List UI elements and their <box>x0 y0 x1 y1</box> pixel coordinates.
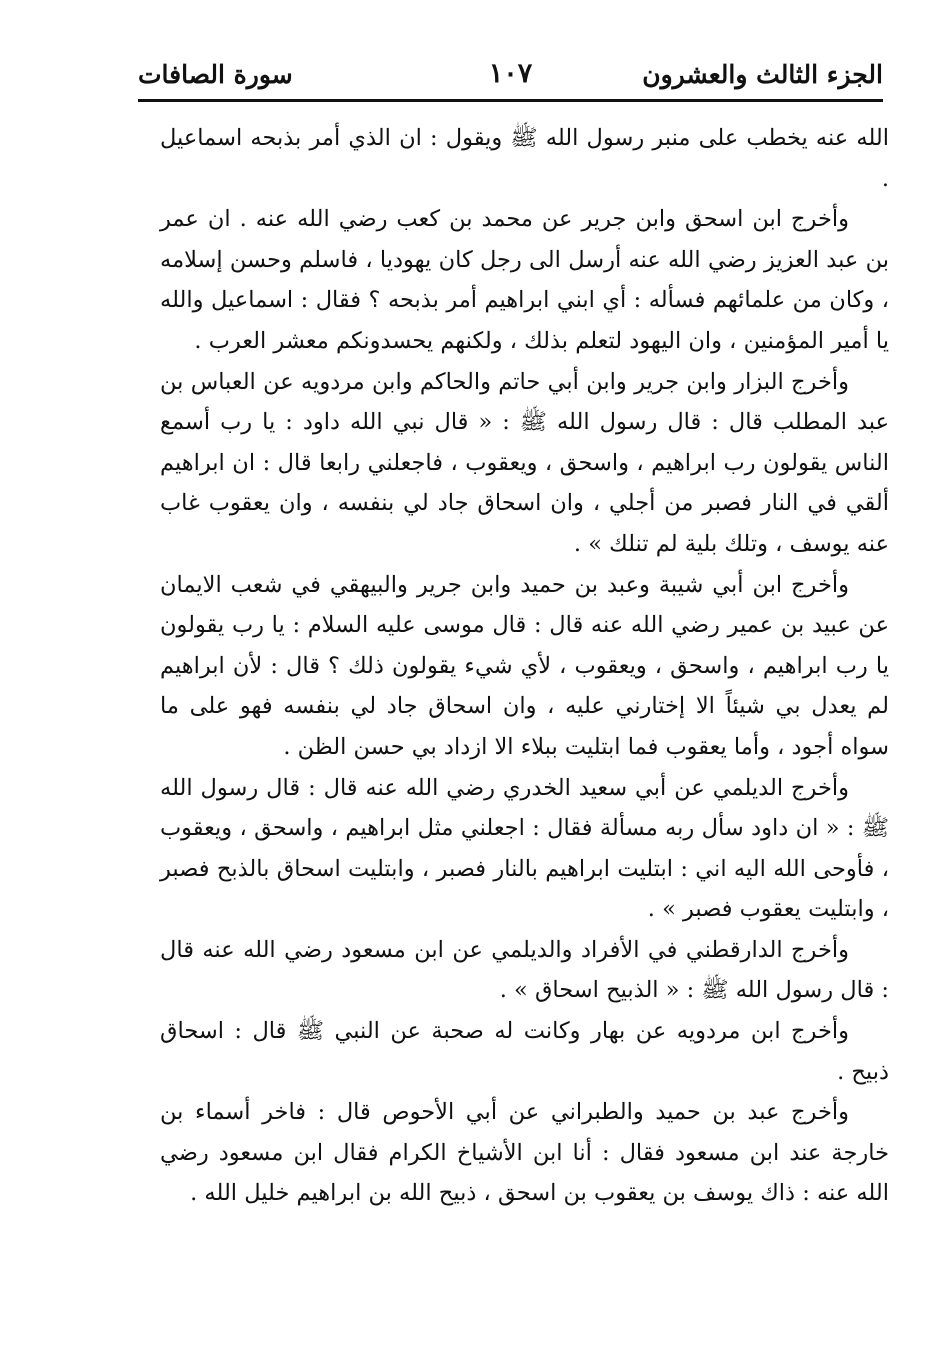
page-body <box>160 118 889 1214</box>
paragraph: وأخرج الديلمي عن أبي سعيد الخدري رضي الله عنه قال : قال رسول الله ﷺ : « ان داود سأل ربه مسألة فقال : اجعلني مثل ابراهيم ، واسحق ، ويعقوب ، فأوحى الله اليه اني : ابتليت ابراهيم بالنار فصبر ، وابتليت اسحاق بالذبح فصبر ، وابتليت يعقوب فصبر » . <box>160 774 889 923</box>
paragraph: وأخرج ابن اسحق وابن جرير عن محمد بن كعب رضي الله عنه . ان عمر بن عبد العزيز رضي الله عنه أرسل الى رجل كان يهوديا ، فاسلم وحسن إسلامه ، وكان من علمائهم فسأله : أي ابني ابراهيم أمر بذبحه ؟ فقال : اسماعيل والله يا أمير المؤمنين ، وان اليهود لتعلم بذلك ، ولكنهم يحسدونكم معشر العرب . <box>160 206 889 354</box>
paragraph: وأخرج الدارقطني في الأفراد والديلمي عن ابن مسعود رضي الله عنه قال : قال رسول الله ﷺ : « الذبيح اسحاق » . <box>160 936 889 1004</box>
paragraph: وأخرج عبد بن حميد والطبراني عن أبي الأحوص قال : فاخر أسماء بن خارجة عند ابن مسعود فقال : أنا ابن الأشياخ الكرام فقال ابن مسعود رضي الله عنه : ذاك يوسف بن يعقوب بن اسحق ، ذبيح الله بن ابراهيم خليل الله . <box>160 1099 889 1207</box>
page-number: ١٠٧ <box>488 58 533 89</box>
page-header <box>138 52 883 98</box>
paragraph: وأخرج ابن أبي شيبة وعبد بن حميد وابن جرير والبيهقي في شعب الايمان عن عبيد بن عمير رضي الله عنه قال : قال موسى عليه السلام : يا رب يقولون يا رب ابراهيم ، واسحق ، ويعقوب ، لأي شيء يقولون ذلك ؟ قال : لأن ابراهيم لم يعدل بي شيئاً الا إختارني عليه ، وان اسحاق جاد لي بنفسه فهو على ما سواه أجود ، وأما يعقوب فما ابتليت ببلاء الا ازداد بي حسن الظن . <box>160 571 889 760</box>
paragraph: وأخرج البزار وابن جرير وابن أبي حاتم والحاكم وابن مردويه عن العباس بن عبد المطلب قال : قال رسول الله ﷺ : « قال نبي الله داود : يا رب أسمع الناس يقولون رب ابراهيم ، واسحق ، ويعقوب ، فاجعلني رابعا قال : ان ابراهيم ألقي في النار فصبر من أجلي ، وان اسحاق جاد لي بنفسه ، وان يعقوب غاب عنه يوسف ، وتلك بلية لم تنلك » . <box>160 368 889 557</box>
running-head-part: الجزء الثالث والعشرون <box>642 60 883 89</box>
header-rule <box>138 99 883 102</box>
paragraph: الله عنه يخطب على منبر رسول الله ﷺ ويقول : ان الذي أمر بذبحه اسماعيل . <box>160 125 889 192</box>
running-head-surah: سورة الصافات <box>138 60 293 89</box>
paragraph: وأخرج ابن مردويه عن بهار وكانت له صحبة عن النبي ﷺ قال : اسحاق ذبيح . <box>160 1018 889 1085</box>
